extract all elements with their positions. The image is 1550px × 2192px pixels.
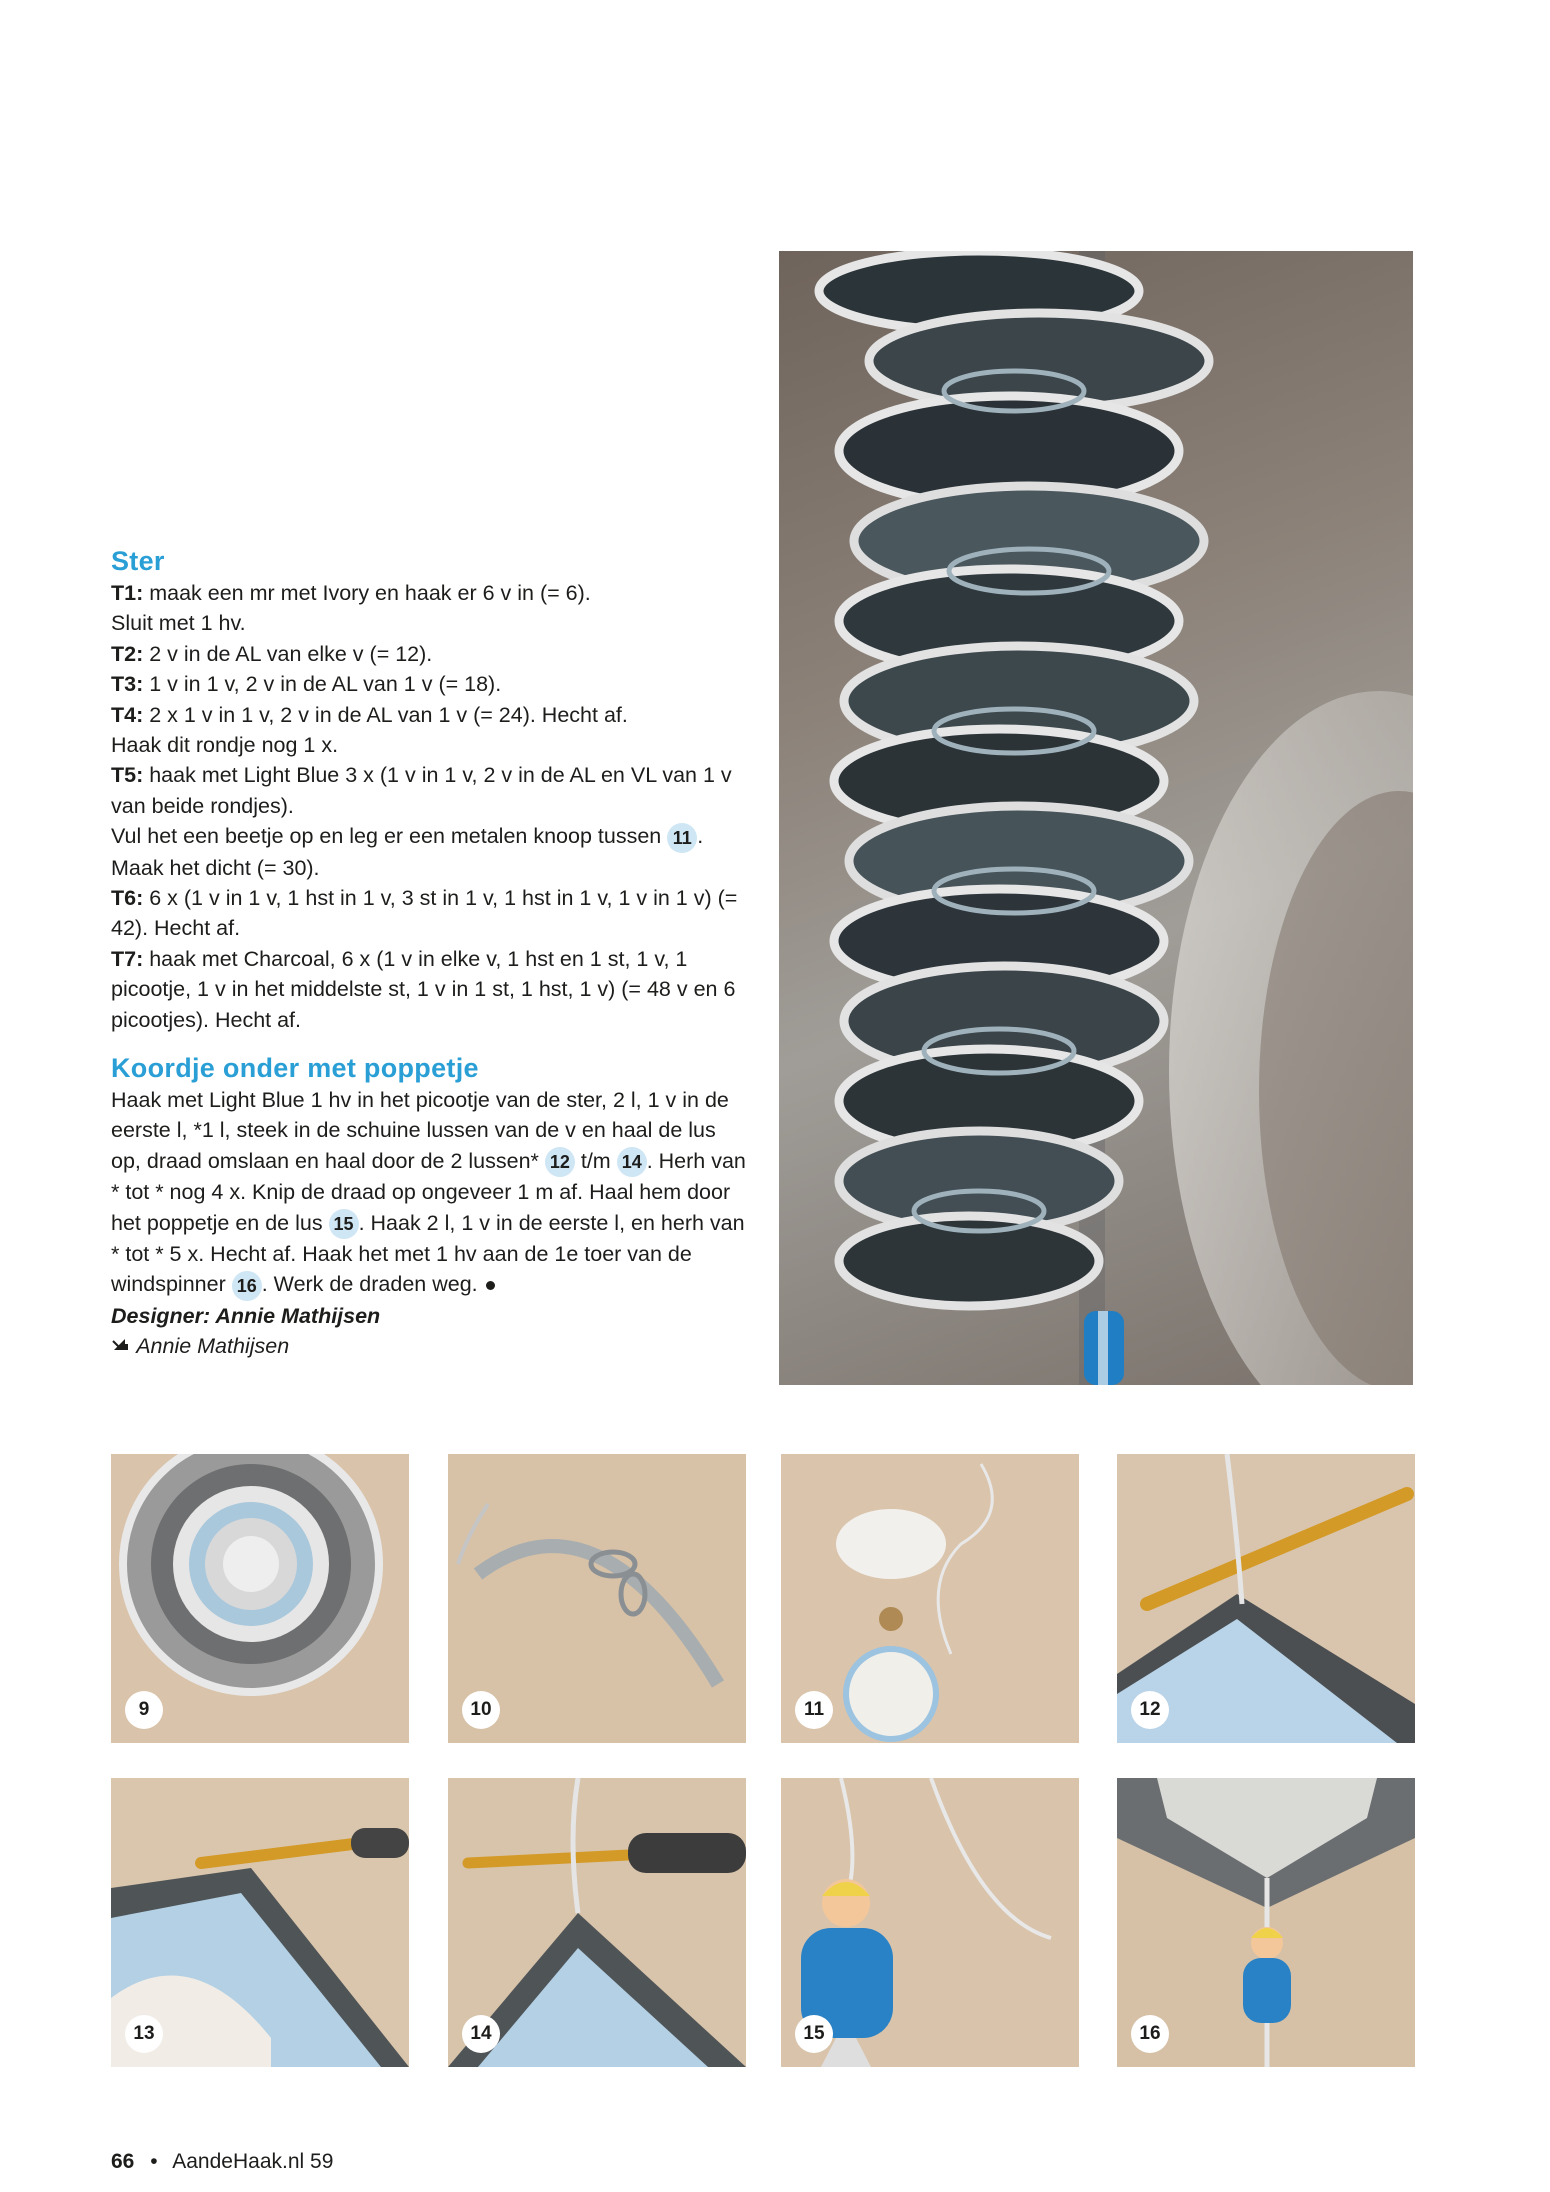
- round-label: T2:: [111, 641, 144, 666]
- round-text: 2 v in de AL van elke v (= 12).: [143, 641, 433, 666]
- step-number-badge: 12: [1131, 1691, 1169, 1729]
- pattern-text: [111, 544, 751, 1361]
- step-photo-9: [111, 1454, 409, 1743]
- koordje-text: . Herh van * tot * nog 4 x. Knip de draad op ongeveer 1 m af. Haal hem door het poppetje en de lus: [111, 1148, 746, 1235]
- round-label: T6:: [111, 885, 144, 910]
- step-photo-15: [781, 1778, 1079, 2067]
- step-number-badge: 11: [795, 1691, 833, 1729]
- stuffing-step: [111, 821, 751, 883]
- round-t7: [111, 944, 751, 1035]
- round-t3: [111, 669, 751, 699]
- step-photo-10: [448, 1454, 746, 1743]
- stuffing-text: Vul het een beetje op en leg er een metalen knoop tussen: [111, 824, 668, 849]
- koordje-paragraph: [111, 1085, 751, 1301]
- step-photo-16: [1117, 1778, 1415, 2067]
- step-badge-15: 15: [329, 1209, 359, 1239]
- section-title-ster: Ster: [111, 546, 165, 576]
- camera-pointer-icon: [111, 1334, 131, 1358]
- step-photo-12: [1117, 1454, 1415, 1743]
- round-label: T3:: [111, 672, 144, 697]
- round-text: haak met Charcoal, 6 x (1 v in elke v, 1 hst en 1 st, 1 v, 1 picootje, 1 v in het middelste st, 1 v in 1 st, 1 hst, 1 v) (= 48 v en 6 picootjes). Hecht af.: [111, 946, 736, 1032]
- step-badge-16: 16: [232, 1271, 262, 1301]
- round-t4: [111, 700, 751, 730]
- stuffing-text-end: . Maak het dicht (= 30).: [111, 824, 704, 880]
- step-photo-14: [448, 1778, 746, 2067]
- koordje-text: Haak met Light Blue 1 hv in het picootje van de ster, 2 l, 1 v in de eerste l, *1 l, steek in de schuine lussen van de v en haal de lus op, draad omslaan en haal door de 2 lussen*: [111, 1088, 729, 1173]
- step-photo-13: [111, 1778, 409, 2067]
- koordje-text: . Werk de draden weg.: [261, 1272, 478, 1297]
- step-badge-11: 11: [667, 823, 697, 853]
- step-number-badge: 13: [125, 2015, 163, 2053]
- photographer-name: Annie Mathijsen: [136, 1334, 290, 1359]
- step-number-badge: 10: [462, 1691, 500, 1729]
- end-bullet-icon: [486, 1281, 495, 1290]
- round-label: T7:: [111, 946, 144, 971]
- round-text: haak met Light Blue 3 x (1 v in 1 v, 2 v in de AL en VL van 1 v van beide rondjes).: [111, 763, 732, 818]
- step-number-badge: 16: [1131, 2015, 1169, 2053]
- koordje-text: . Haak 2 l, 1 v in de eerste l, en herh van * tot * 5 x. Hecht af. Haak het met 1 hv aan de 1e toer van de windspinner: [111, 1210, 745, 1297]
- round-t4-cont: Haak dit rondje nog 1 x.: [111, 733, 339, 758]
- step-number-badge: 14: [462, 2015, 500, 2053]
- round-t1-cont: Sluit met 1 hv.: [111, 611, 246, 636]
- round-t6: [111, 883, 751, 944]
- page-footer: [111, 2150, 333, 2174]
- page-number: 66: [111, 2150, 135, 2173]
- footer-separator: •: [150, 2150, 158, 2173]
- designer-credit: Designer: Annie Mathijsen: [111, 1303, 381, 1328]
- step-badge-14: 14: [617, 1147, 647, 1177]
- section-title-koordje: Koordje onder met poppetje: [111, 1053, 479, 1084]
- round-label: T4:: [111, 702, 144, 727]
- round-text: 1 v in 1 v, 2 v in de AL van 1 v (= 18).: [143, 672, 502, 697]
- publication-name: AandeHaak.nl 59: [172, 2150, 334, 2173]
- step-photo-11: [781, 1454, 1079, 1743]
- round-t2: [111, 639, 751, 669]
- step-badge-12: 12: [545, 1147, 575, 1177]
- round-label: T5:: [111, 763, 144, 788]
- step-number-badge: 15: [795, 2015, 833, 2053]
- windspinner-photo: [779, 251, 1413, 1385]
- round-text: maak een mr met Ivory en haak er 6 v in (= 6).: [143, 581, 591, 605]
- round-t5: [111, 760, 751, 821]
- step-number-badge: 9: [125, 1691, 163, 1729]
- round-t1: [111, 578, 751, 608]
- spiral-rings: [819, 251, 1209, 1306]
- koordje-text: t/m: [574, 1148, 617, 1173]
- photo-credit: [111, 1331, 751, 1361]
- round-text: 2 x 1 v in 1 v, 2 v in de AL van 1 v (= 24). Hecht af.: [143, 702, 628, 727]
- round-text: 6 x (1 v in 1 v, 1 hst in 1 v, 3 st in 1 v, 1 hst in 1 v, 1 v in 1 v) (= 42). Hecht af.: [111, 885, 738, 941]
- round-label: T1:: [111, 581, 144, 605]
